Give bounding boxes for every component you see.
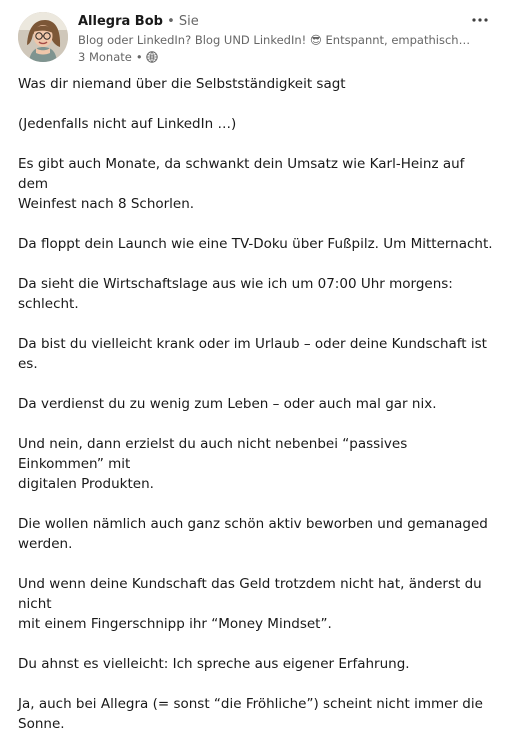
post-paragraph: Die wollen nämlich auch ganz schön aktiv beworben und gemanaged werden. xyxy=(18,516,488,552)
relation-separator: • xyxy=(167,14,175,29)
post-paragraph: Was dir niemand über die Selbstständigkeit sagt xyxy=(18,76,346,92)
post-paragraph: Da floppt dein Launch wie eine TV-Doku über Fußpilz. Um Mitternacht. xyxy=(18,236,493,252)
post-paragraph: Ja, auch bei Allegra (= sonst “die Fröhliche”) scheint nicht immer die Sonne. xyxy=(18,696,488,732)
globe-icon xyxy=(146,51,158,63)
post-paragraph: Da bist du vielleicht krank oder im Urlaub – oder deine Kundschaft ist es. xyxy=(18,336,492,372)
time-separator: • xyxy=(135,50,143,64)
post-content xyxy=(18,74,494,734)
post-time: 3 Monate xyxy=(78,50,132,64)
more-options-button[interactable] xyxy=(469,11,491,29)
post-paragraph: Du ahnst es vielleicht: Ich spreche aus eigener Erfahrung. xyxy=(18,656,410,672)
post-paragraph: (Jedenfalls nicht auf LinkedIn …) xyxy=(18,116,237,132)
more-horizontal-icon xyxy=(471,17,489,23)
author-avatar[interactable] xyxy=(18,12,68,62)
author-headline: Blog oder LinkedIn? Blog UND LinkedIn! 😎 Entspannt, empathisch ... xyxy=(78,33,473,47)
post-paragraph: Und wenn deine Kundschaft das Geld trotzdem nicht hat, änderst du nicht mit einem Fingerschnipp ihr “Money Mindset”. xyxy=(18,576,482,632)
post-meta xyxy=(78,49,473,65)
post-paragraph: Da sieht die Wirtschaftslage aus wie ich um 07:00 Uhr morgens: schlecht. xyxy=(18,276,458,312)
post-header xyxy=(18,12,493,64)
post-paragraph: Es gibt auch Monate, da schwankt dein Umsatz wie Karl-Heinz auf dem Weinfest nach 8 Schorlen. xyxy=(18,156,465,212)
author-name-line xyxy=(78,13,473,30)
post-paragraph: Und nein, dann erzielst du auch nicht nebenbei “passives Einkommen” mit digitalen Produkten. xyxy=(18,436,408,492)
relation-badge: Sie xyxy=(178,14,199,29)
post-paragraph: Da verdienst du zu wenig zum Leben – oder auch mal gar nix. xyxy=(18,396,437,412)
author-info xyxy=(78,13,473,65)
author-name[interactable]: Allegra Bob xyxy=(78,14,163,29)
